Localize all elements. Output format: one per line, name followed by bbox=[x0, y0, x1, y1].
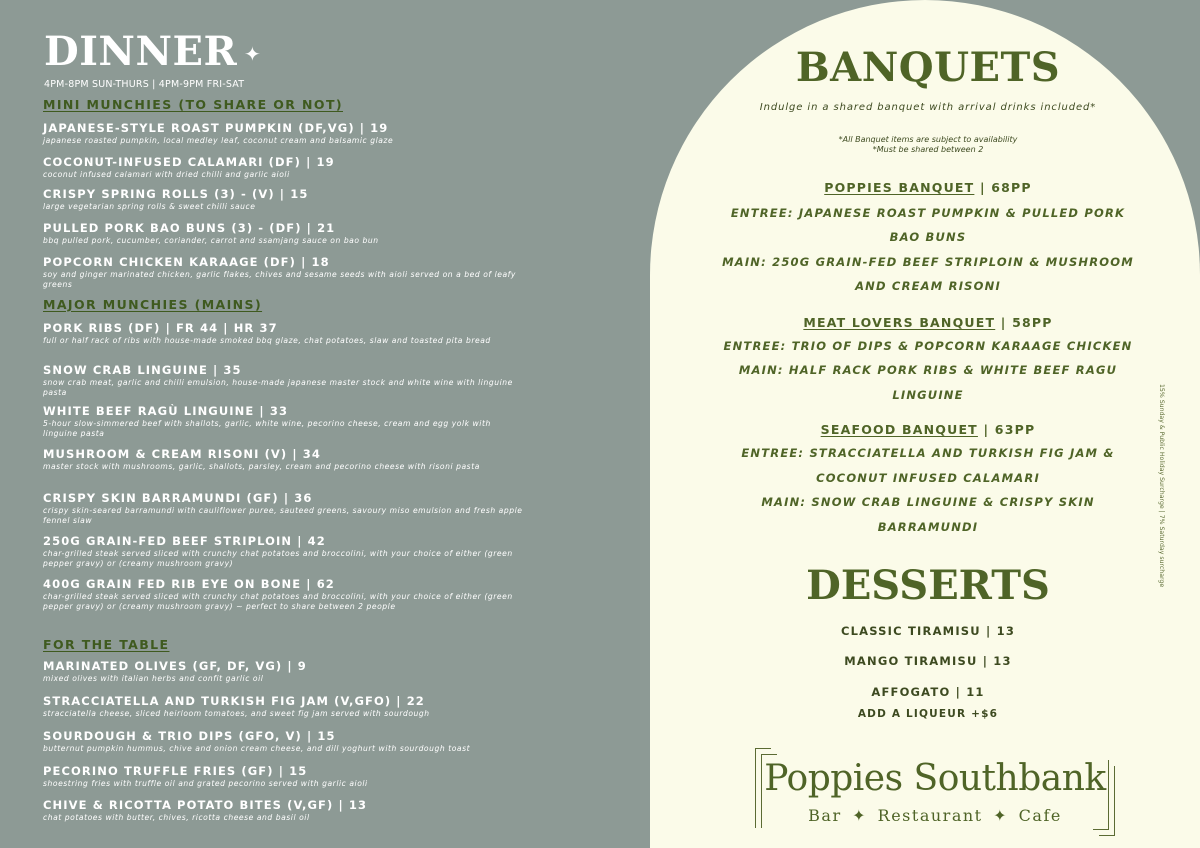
menu-item-name: PORK RIBS (DF) | FR 44 | HR 37 bbox=[43, 321, 278, 335]
banquet-line: ENTREE: TRIO OF DIPS & POPCORN KARAAGE CHICKEN bbox=[723, 339, 1133, 353]
banquet-line: MAIN: SNOW CRAB LINGUINE & CRISPY SKIN bbox=[761, 495, 1095, 509]
menu-item-name: 250G GRAIN-FED BEEF STRIPLOIN | 42 bbox=[43, 534, 326, 548]
menu-item bbox=[43, 491, 523, 526]
banquet-line: LINGUINE bbox=[892, 388, 964, 402]
menu-item-name: MUSHROOM & CREAM RISONI (V) | 34 bbox=[43, 447, 321, 461]
banquet-line: ENTREE: STRACCIATELLA AND TURKISH FIG JAM & bbox=[741, 446, 1115, 460]
menu-item bbox=[43, 798, 523, 823]
banquets-note-shared: *Must be shared between 2 bbox=[872, 145, 984, 154]
menu-item-name: JAPANESE-STYLE ROAST PUMPKIN (DF,VG) | 19 bbox=[43, 121, 389, 135]
menu-item-desc: full or half rack of ribs with house-made smoked bbq glaze, chat potatoes, slaw and toasted pita bread bbox=[43, 336, 491, 345]
menu-item bbox=[43, 155, 523, 180]
dessert-item: CLASSIC TIRAMISU | 13 bbox=[840, 624, 1016, 638]
surcharge-note: 15% Sunday & Public Holiday Surcharge | 7% Saturday surcharge bbox=[1158, 384, 1165, 588]
menu-item-name: CRISPY SKIN BARRAMUNDI (GF) | 36 bbox=[43, 491, 313, 505]
menu-item bbox=[43, 404, 523, 439]
menu-item-desc: coconut infused calamari with dried chilli and garlic aioli bbox=[43, 170, 290, 179]
banquet-line: MAIN: HALF RACK PORK RIBS & WHITE BEEF RAGU bbox=[738, 363, 1118, 377]
section-heading-mini-munchies: MINI MUNCHIES (TO SHARE OR NOT) bbox=[43, 97, 343, 112]
menu-item-desc: char-grilled steak served sliced with crunchy chat potatoes and broccolini, with your choice of either (green pepper gravy) or (creamy mushroom gravy) bbox=[43, 549, 513, 568]
menu-item-name: CRISPY SPRING ROLLS (3) - (V) | 15 bbox=[43, 187, 309, 201]
banquet-name: MEAT LOVERS BANQUET bbox=[803, 315, 996, 330]
banquet-line: AND CREAM RISONI bbox=[855, 279, 1001, 293]
sparkle-icon: ✦ bbox=[244, 42, 261, 66]
menu-item-name: STRACCIATELLA AND TURKISH FIG JAM (V,GFO) | 22 bbox=[43, 694, 425, 708]
dinner-title: DINNER bbox=[44, 28, 238, 75]
banquet-price: | 58PP bbox=[995, 315, 1053, 330]
menu-item-name: CHIVE & RICOTTA POTATO BITES (V,GF) | 13 bbox=[43, 798, 368, 812]
menu-item-desc: mixed olives with italian herbs and confit garlic oil bbox=[43, 674, 264, 683]
banquet-line: ENTREE: JAPANESE ROAST PUMPKIN & PULLED PORK bbox=[730, 206, 1126, 220]
banquets-note-availability: *All Banquet items are subject to availability bbox=[838, 135, 1018, 144]
menu-item-desc: 5-hour slow-simmered beef with shallots, garlic, white wine, pecorino cheese, cream and egg yolk with linguine pasta bbox=[43, 419, 491, 438]
menu-item bbox=[43, 764, 523, 789]
menu-item-name: SNOW CRAB LINGUINE | 35 bbox=[43, 363, 242, 377]
banquet-name: SEAFOOD BANQUET bbox=[820, 422, 978, 437]
banquet-heading-meat-lovers bbox=[650, 315, 1200, 330]
menu-item-name: COCONUT-INFUSED CALAMARI (DF) | 19 bbox=[43, 155, 335, 169]
menu-item-name: PULLED PORK BAO BUNS (3) - (DF) | 21 bbox=[43, 221, 336, 235]
banquets-subtitle: Indulge in a shared banquet with arrival drinks included* bbox=[759, 102, 1097, 113]
banquet-line: MAIN: 250G GRAIN-FED BEEF STRIPLOIN & MUSHROOM bbox=[722, 255, 1134, 269]
menu-item-desc: char-grilled steak served sliced with crunchy chat potatoes and broccolini, with your choice of either (green pepper gravy) or (creamy mushroom gravy) ~ perfect to share between 2 people bbox=[43, 592, 513, 611]
menu-item bbox=[43, 255, 523, 290]
menu-item-name: POPCORN CHICKEN KARAAGE (DF) | 18 bbox=[43, 255, 330, 269]
menu-item-desc: japanese roasted pumpkin, local medley leaf, coconut cream and balsamic glaze bbox=[43, 136, 394, 145]
menu-item-desc: master stock with mushrooms, garlic, shallots, parsley, cream and pecorino cheese with risoni pasta bbox=[43, 462, 480, 471]
banquet-name: POPPIES BANQUET bbox=[824, 180, 975, 195]
menu-item bbox=[43, 221, 523, 246]
menu-item-desc: chat potatoes with butter, chives, ricotta cheese and basil oil bbox=[43, 813, 310, 822]
banquet-line: COCONUT INFUSED CALAMARI bbox=[816, 471, 1040, 485]
menu-item bbox=[43, 321, 523, 346]
banquet-line: BARRAMUNDI bbox=[877, 520, 979, 534]
menu-item bbox=[43, 729, 523, 754]
desserts-title: DESSERTS bbox=[806, 562, 1050, 609]
menu-item-desc: large vegetarian spring rolls & sweet chilli sauce bbox=[43, 202, 256, 211]
menu-item-name: 400G GRAIN FED RIB EYE ON BONE | 62 bbox=[43, 577, 335, 591]
menu-item bbox=[43, 447, 523, 472]
menu-item-desc: crispy skin-seared barramundi with cauliflower puree, sauteed greens, savoury miso emulsion and fresh apple fennel slaw bbox=[43, 506, 523, 525]
menu-item bbox=[43, 187, 523, 212]
logo-tagline: Bar ✦ Restaurant ✦ Cafe bbox=[808, 806, 1062, 825]
dessert-addon: ADD A LIQUEUR +$6 bbox=[857, 708, 999, 720]
menu-item-name: WHITE BEEF RAGÙ LINGUINE | 33 bbox=[43, 404, 289, 418]
menu-item bbox=[43, 577, 523, 612]
menu-item-desc: shoestring fries with truffle oil and grated pecorino served with garlic aioli bbox=[43, 779, 368, 788]
menu-item bbox=[43, 363, 523, 398]
menu-item bbox=[43, 121, 523, 146]
dinner-hours: 4PM-8PM SUN-THURS | 4PM-9PM FRI-SAT bbox=[44, 79, 245, 90]
menu-item-name: MARINATED OLIVES (GF, DF, VG) | 9 bbox=[43, 659, 307, 673]
banquet-price: | 68PP bbox=[974, 180, 1032, 195]
menu-item-desc: bbq pulled pork, cucumber, coriander, carrot and ssamjang sauce on bao bun bbox=[43, 236, 379, 245]
banquet-line: BAO BUNS bbox=[889, 230, 967, 244]
banquets-title: BANQUETS bbox=[795, 44, 1061, 91]
banquet-heading-poppies bbox=[650, 180, 1200, 195]
menu-item bbox=[43, 694, 523, 719]
menu-item bbox=[43, 659, 523, 684]
menu-item-desc: butternut pumpkin hummus, chive and onion cream cheese, and dill yoghurt with sourdough toast bbox=[43, 744, 471, 753]
banquet-heading-seafood bbox=[650, 422, 1200, 437]
section-heading-for-the-table: FOR THE TABLE bbox=[43, 637, 170, 652]
restaurant-logo bbox=[755, 748, 1115, 838]
section-heading-major-munchies: MAJOR MUNCHIES (MAINS) bbox=[43, 297, 263, 312]
menu-item-desc: stracciatella cheese, sliced heirloom tomatoes, and sweet fig jam served with sourdough bbox=[43, 709, 430, 718]
dessert-item: MANGO TIRAMISU | 13 bbox=[844, 654, 1012, 668]
banquet-price: | 63PP bbox=[977, 422, 1036, 437]
dessert-item: AFFOGATO | 11 bbox=[871, 685, 985, 699]
menu-item-desc: soy and ginger marinated chicken, garlic flakes, chives and sesame seeds with aioli served on a bed of leafy greens bbox=[43, 270, 516, 289]
menu-item bbox=[43, 534, 523, 569]
menu-item-name: SOURDOUGH & TRIO DIPS (GFO, V) | 15 bbox=[43, 729, 336, 743]
menu-item-desc: snow crab meat, garlic and chilli emulsion, house-made japanese master stock and white wine with linguine pasta bbox=[43, 378, 513, 397]
menu-item-name: PECORINO TRUFFLE FRIES (GF) | 15 bbox=[43, 764, 308, 778]
logo-name: Poppies Southbank bbox=[764, 758, 1106, 799]
